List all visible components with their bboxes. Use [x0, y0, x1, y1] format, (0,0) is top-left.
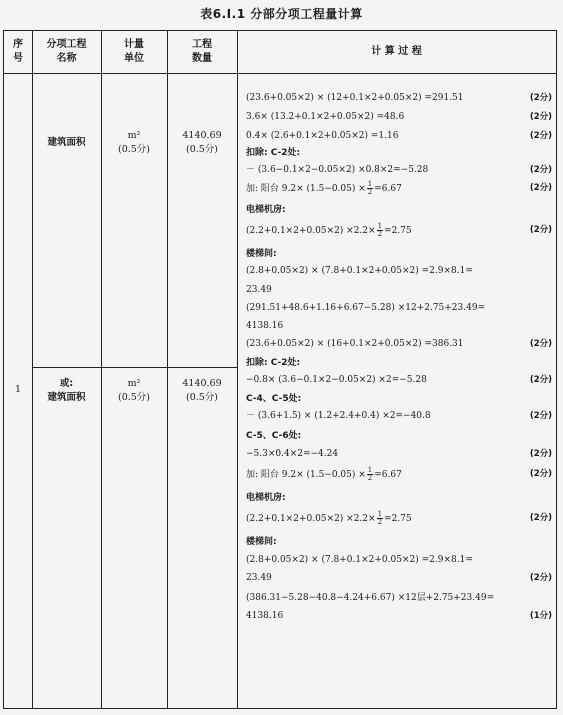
calc-label-line	[246, 429, 552, 443]
item-unit: m² (0.5分)	[117, 378, 151, 403]
calc-line	[246, 447, 552, 461]
table-title: 表6.Ⅰ.1 分部分项工程量计算	[200, 7, 363, 21]
item-quantity: 4140.69 (0.5分)	[182, 130, 222, 155]
calc-line	[246, 553, 552, 567]
calc-expression: 楼梯间:	[246, 537, 277, 547]
score-badge: (1分)	[529, 611, 552, 621]
calc-expression: −0.8× (3.6−0.1×2−0.05×2) ×2=−5.28	[246, 375, 427, 385]
calc-line	[246, 591, 552, 605]
score-badge: (2分)	[529, 93, 552, 103]
calc-expression: 0.4× (2.6+0.1×2+0.05×2) =1.16	[246, 131, 399, 141]
score-badge: (2分)	[529, 513, 552, 523]
calc-line	[246, 511, 552, 525]
calc-expression: C-5、C-6处:	[246, 431, 302, 441]
calc-line	[246, 283, 552, 297]
calc-line	[246, 129, 552, 143]
score-badge: (2分)	[529, 469, 552, 479]
calc-label-line	[246, 491, 552, 505]
calc-line	[246, 264, 552, 278]
calc-expression: (2.8+0.05×2) × (7.8+0.1×2+0.05×2) =2.9×8.1=	[246, 555, 473, 565]
calc-line	[246, 223, 552, 237]
calc-expression: 3.6× (13.2+0.1×2+0.05×2) =48.6	[246, 112, 405, 122]
calc-expression: 加: 阳台 9.2× (1.5−0.05) × $\frac{1}{2}$ =6.67	[246, 466, 402, 482]
item-name: 或: 建筑面积	[47, 378, 86, 403]
fraction: $\frac{1}{2}$	[377, 510, 383, 526]
fraction: $\frac{1}{2}$	[367, 180, 373, 196]
calc-expression: (23.6+0.05×2) × (16+0.1×2+0.05×2) =386.31	[246, 339, 464, 349]
calc-expression: 4138.16	[246, 321, 284, 331]
col-divider	[32, 31, 33, 708]
calc-label-line	[246, 535, 552, 549]
calc-expression: 23.49	[246, 285, 272, 295]
score-badge: (2分)	[529, 339, 552, 349]
calc-line	[246, 301, 552, 315]
quantity-table	[3, 30, 557, 709]
header-quantity: 工程 数量	[192, 39, 212, 64]
calc-line	[246, 163, 552, 177]
fraction: $\frac{1}{2}$	[367, 466, 373, 482]
calc-line	[246, 571, 552, 585]
calc-expression: 4138.16	[246, 611, 284, 621]
score-badge: (2分)	[529, 112, 552, 122]
calc-label-line	[246, 247, 552, 261]
calc-expression: 电梯机房:	[246, 205, 286, 215]
seq-value: 1	[14, 384, 22, 395]
calc-line	[246, 373, 552, 387]
score-badge: (2分)	[529, 183, 552, 193]
calc-expression: 扣除: C-2处:	[246, 148, 301, 158]
header-calculation: 计 算 过 程	[371, 46, 422, 57]
header-divider	[4, 73, 556, 74]
score-badge: (2分)	[529, 411, 552, 421]
calc-label-line	[246, 203, 552, 217]
calc-expression: 扣除: C-2处:	[246, 358, 301, 368]
calc-expression: － (3.6+1.5) × (1.2+2.4+0.4) ×2=−40.8	[246, 411, 431, 421]
calc-expression: (2.2+0.1×2+0.05×2) ×2.2× $\frac{1}{2}$ =2.75	[246, 222, 412, 238]
calc-label-line	[246, 146, 552, 160]
calc-expression: 加: 阳台 9.2× (1.5−0.05) × $\frac{1}{2}$ =6.67	[246, 180, 402, 196]
score-badge: (2分)	[529, 375, 552, 385]
item-quantity: 4140.69 (0.5分)	[182, 378, 222, 403]
calc-line	[246, 467, 552, 481]
header-unit: 计量 单位	[124, 39, 144, 64]
col-divider	[237, 31, 238, 708]
header-item-name: 分项工程 名称	[46, 39, 87, 64]
calc-expression: 电梯机房:	[246, 493, 286, 503]
calc-expression: (291.51+48.6+1.16+6.67−5.28) ×12+2.75+23.49=	[246, 303, 486, 313]
calc-expression: C-4、C-5处:	[246, 394, 302, 404]
calc-line	[246, 319, 552, 333]
calc-expression: － (3.6−0.1×2−0.05×2) ×0.8×2=−5.28	[246, 165, 429, 175]
header-seq: 序 号	[13, 39, 23, 64]
row-divider	[33, 367, 238, 368]
score-badge: (2分)	[529, 131, 552, 141]
score-badge: (2分)	[529, 165, 552, 175]
calc-expression: (386.31−5.28−40.8−4.24+6.67) ×12层+2.75+23.49=	[246, 593, 495, 603]
score-badge: (2分)	[529, 449, 552, 459]
calc-expression: (2.2+0.1×2+0.05×2) ×2.2× $\frac{1}{2}$ =2.75	[246, 510, 412, 526]
score-badge: (2分)	[529, 573, 552, 583]
calc-line	[246, 91, 552, 105]
item-name: 建筑面积	[47, 137, 86, 148]
calc-expression: (2.8+0.05×2) × (7.8+0.1×2+0.05×2) =2.9×8.1=	[246, 266, 473, 276]
calc-expression: −5.3×0.4×2=−4.24	[246, 449, 339, 459]
calc-expression: 23.49	[246, 573, 272, 583]
calc-line	[246, 409, 552, 423]
calc-line	[246, 181, 552, 195]
calc-line	[246, 110, 552, 124]
calc-line	[246, 337, 552, 351]
calc-expression: 楼梯间:	[246, 249, 277, 259]
calc-line	[246, 609, 552, 623]
item-unit: m² (0.5分)	[117, 130, 151, 155]
calc-expression: (23.6+0.05×2) × (12+0.1×2+0.05×2) =291.51	[246, 93, 464, 103]
score-badge: (2分)	[529, 225, 552, 235]
calc-label-line	[246, 356, 552, 370]
fraction: $\frac{1}{2}$	[377, 222, 383, 238]
calc-label-line	[246, 392, 552, 406]
